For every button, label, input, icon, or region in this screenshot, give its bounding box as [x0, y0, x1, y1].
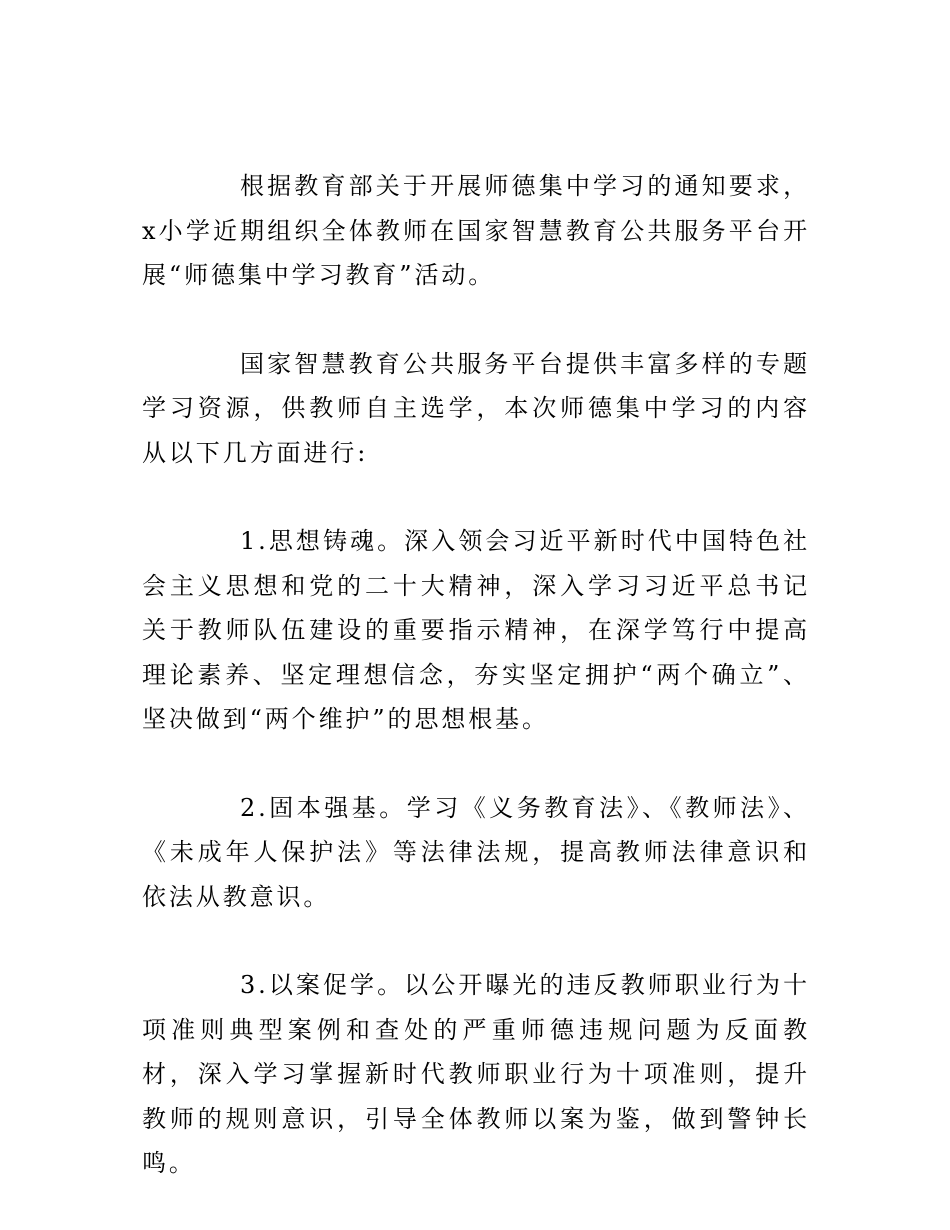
- paragraph-item-3: 3.以案促学。以公开曝光的违反教师职业行为十项准则典型案例和查处的严重师德违规问题为反面教材，深入学习掌握新时代教师职业行为十项准则，提升教师的规则意识，引导全体教师以案为鉴，做到警钟长鸣。: [142, 971, 810, 1177]
- paragraph-intro: 根据教育部关于开展师德集中学习的通知要求，x小学近期组织全体教师在国家智慧教育公共服务平台开展“师德集中学习教育”活动。: [142, 172, 810, 289]
- paragraph-item-1: 1.思想铸魂。深入领会习近平新时代中国特色社会主义思想和党的二十大精神，深入学习习近平总书记关于教师队伍建设的重要指示精神，在深学笃行中提高理论素养、坚定理想信念，夯实坚定拥护“两个确立”、坚决做到“两个维护”的思想根基。: [142, 527, 810, 733]
- document-body: [142, 164, 810, 1186]
- paragraph-item-2: 2.固本强基。学习《义务教育法》、《教师法》、《未成年人保护法》等法律法规，提高教师法律意识和依法从教意识。: [142, 793, 810, 911]
- paragraph-platform: 国家智慧教育公共服务平台提供丰富多样的专题学习资源，供教师自主选学，本次师德集中学习的内容从以下几方面进行:: [142, 349, 810, 467]
